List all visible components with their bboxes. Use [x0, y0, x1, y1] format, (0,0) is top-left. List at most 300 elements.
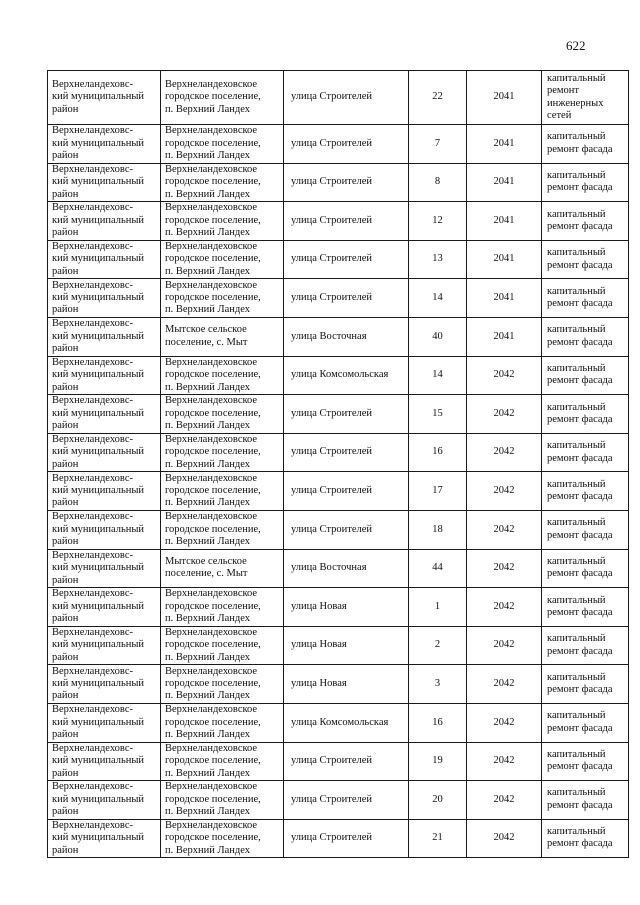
work-type-line: инженерных: [547, 97, 604, 109]
district-cell: [48, 742, 161, 781]
settlement-line: городское поселение,: [165, 407, 261, 419]
settlement-line: городское поселение,: [165, 446, 261, 458]
work-type-cell: [542, 626, 629, 665]
work-type-cell: [542, 163, 629, 202]
settlement-line: Верхнеландеховское: [165, 78, 258, 90]
district-cell: [48, 71, 161, 125]
work-type-line: ремонт фасада: [547, 298, 613, 310]
table-row: [48, 472, 629, 511]
table-row: [48, 665, 629, 704]
district-line: район: [52, 150, 79, 161]
table-row: [48, 71, 629, 125]
work-type-cell: [542, 703, 629, 742]
work-type-line: ремонт фасада: [547, 645, 613, 657]
district-line: район: [52, 227, 79, 239]
district-line: район: [52, 304, 79, 316]
district-line: Верхнеландеховс-: [52, 163, 133, 175]
district-cell: [48, 317, 161, 356]
settlement-cell: [161, 317, 284, 356]
settlement-line: городское поселение,: [165, 176, 261, 188]
work-type-line: капитальный: [547, 72, 606, 84]
work-type-line: капитальный: [547, 285, 606, 297]
settlement-line: п. Верхний Ландех: [165, 188, 251, 200]
settlement-cell: [161, 510, 284, 549]
settlement-line: городское поселение,: [165, 484, 261, 496]
settlement-line: Верхнеландеховское: [165, 279, 258, 291]
house-number-cell: 17: [409, 472, 467, 511]
year-cell: 2042: [467, 549, 542, 588]
house-number-cell: 14: [409, 356, 467, 395]
settlement-line: городское поселение,: [165, 523, 261, 535]
year-cell: 2042: [467, 665, 542, 704]
district-line: кий муниципальный: [52, 253, 145, 265]
work-type-line: ремонт фасада: [547, 182, 613, 194]
district-line: кий муниципальный: [52, 600, 145, 612]
work-type-cell: [542, 71, 629, 125]
settlement-cell: [161, 125, 284, 164]
work-type-line: ремонт: [547, 85, 580, 97]
table-row: [48, 781, 629, 820]
district-line: Верхнеландеховс-: [52, 472, 133, 484]
table-row: [48, 163, 629, 202]
settlement-cell: [161, 395, 284, 434]
settlement-line: городское поселение,: [165, 793, 261, 805]
table-row: [48, 279, 629, 318]
table-row: [48, 317, 629, 356]
year-cell: 2042: [467, 781, 542, 820]
district-cell: [48, 356, 161, 395]
street-cell: улица Строителей: [284, 472, 409, 511]
district-cell: [48, 781, 161, 820]
work-type-line: ремонт фасада: [547, 761, 613, 773]
work-type-line: капитальный: [547, 478, 606, 490]
district-line: кий муниципальный: [52, 291, 145, 303]
district-cell: [48, 549, 161, 588]
table-row: [48, 549, 629, 588]
district-line: Верхнеландеховс-: [52, 704, 133, 716]
settlement-line: городское поселение,: [165, 291, 261, 303]
district-line: кий муниципальный: [52, 832, 145, 844]
settlement-line: п. Верхний Ландех: [165, 227, 251, 239]
district-cell: [48, 703, 161, 742]
repair-schedule-table: [47, 70, 629, 858]
settlement-line: Верхнеландеховское: [165, 819, 258, 831]
street-cell: улица Строителей: [284, 819, 409, 858]
district-cell: [48, 588, 161, 627]
table-row: [48, 202, 629, 241]
district-line: район: [52, 342, 79, 354]
table-row: [48, 240, 629, 279]
work-type-line: ремонт фасада: [547, 375, 613, 387]
settlement-line: городское поселение,: [165, 214, 261, 226]
year-cell: 2041: [467, 71, 542, 125]
house-number-cell: 14: [409, 279, 467, 318]
settlement-line: Верхнеландеховское: [165, 704, 258, 716]
street-cell: улица Комсомольская: [284, 356, 409, 395]
district-line: район: [52, 613, 79, 625]
settlement-cell: [161, 819, 284, 858]
district-cell: [48, 395, 161, 434]
district-line: Верхнеландеховс-: [52, 356, 133, 368]
settlement-line: п. Верхний Ландех: [165, 103, 251, 115]
work-type-cell: [542, 588, 629, 627]
work-type-line: капитальный: [547, 517, 606, 529]
table-row: [48, 125, 629, 164]
settlement-line: п. Верхний Ландех: [165, 806, 251, 818]
settlement-line: Верхнеландеховское: [165, 511, 258, 523]
district-cell: [48, 819, 161, 858]
district-line: Верхнеландеховс-: [52, 433, 133, 445]
settlement-line: Верхнеландеховское: [165, 202, 258, 214]
settlement-line: Верхнеландеховское: [165, 472, 258, 484]
settlement-line: городское поселение,: [165, 369, 261, 381]
year-cell: 2041: [467, 163, 542, 202]
work-type-line: ремонт фасада: [547, 491, 613, 503]
settlement-line: п. Верхний Ландех: [165, 304, 251, 316]
work-type-line: капитальный: [547, 633, 606, 645]
district-line: Верхнеландеховс-: [52, 395, 133, 407]
table-body: [48, 71, 629, 858]
work-type-line: ремонт фасада: [547, 452, 613, 464]
house-number-cell: 12: [409, 202, 467, 241]
district-line: кий муниципальный: [52, 523, 145, 535]
street-cell: улица Строителей: [284, 71, 409, 125]
settlement-line: поселение, с. Мыт: [165, 336, 248, 348]
district-cell: [48, 202, 161, 241]
year-cell: 2042: [467, 742, 542, 781]
table-row: [48, 819, 629, 858]
year-cell: 2041: [467, 240, 542, 279]
work-type-line: ремонт фасада: [547, 568, 613, 580]
district-line: кий муниципальный: [52, 716, 145, 728]
settlement-line: Верхнеландеховское: [165, 781, 258, 793]
street-cell: улица Восточная: [284, 317, 409, 356]
work-type-line: капитальный: [547, 208, 606, 220]
work-type-line: капитальный: [547, 748, 606, 760]
district-line: кий муниципальный: [52, 484, 145, 496]
work-type-cell: [542, 510, 629, 549]
district-line: Верхнеландеховс-: [52, 781, 133, 793]
settlement-line: Верхнеландеховское: [165, 125, 258, 137]
district-line: Верхнеландеховс-: [52, 549, 133, 561]
settlement-cell: [161, 626, 284, 665]
table-row: [48, 433, 629, 472]
district-cell: [48, 433, 161, 472]
settlement-line: городское поселение,: [165, 600, 261, 612]
house-number-cell: 16: [409, 703, 467, 742]
settlement-line: поселение, с. Мыт: [165, 568, 248, 580]
year-cell: 2042: [467, 395, 542, 434]
district-cell: [48, 163, 161, 202]
settlement-line: п. Верхний Ландех: [165, 613, 251, 625]
settlement-line: городское поселение,: [165, 677, 261, 689]
settlement-line: городское поселение,: [165, 755, 261, 767]
settlement-line: Верхнеландеховское: [165, 356, 258, 368]
district-line: район: [52, 458, 79, 470]
work-type-cell: [542, 240, 629, 279]
house-number-cell: 7: [409, 125, 467, 164]
work-type-line: ремонт фасада: [547, 143, 613, 155]
work-type-cell: [542, 781, 629, 820]
work-type-line: капитальный: [547, 594, 606, 606]
settlement-line: п. Верхний Ландех: [165, 728, 251, 740]
settlement-line: п. Верхний Ландех: [165, 690, 251, 702]
house-number-cell: 21: [409, 819, 467, 858]
house-number-cell: 18: [409, 510, 467, 549]
settlement-cell: [161, 202, 284, 241]
district-line: район: [52, 103, 79, 115]
work-type-cell: [542, 125, 629, 164]
settlement-line: п. Верхний Ландех: [165, 265, 251, 277]
year-cell: 2042: [467, 703, 542, 742]
settlement-line: п. Верхний Ландех: [165, 767, 251, 779]
house-number-cell: 20: [409, 781, 467, 820]
street-cell: улица Комсомольская: [284, 703, 409, 742]
district-line: кий муниципальный: [52, 407, 145, 419]
work-type-line: капитальный: [547, 826, 606, 838]
settlement-cell: [161, 549, 284, 588]
table-row: [48, 356, 629, 395]
work-type-line: капитальный: [547, 169, 606, 181]
settlement-line: городское поселение,: [165, 716, 261, 728]
district-line: район: [52, 420, 79, 432]
work-type-line: ремонт фасада: [547, 413, 613, 425]
settlement-cell: [161, 588, 284, 627]
district-cell: [48, 665, 161, 704]
district-line: район: [52, 265, 79, 277]
table-row: [48, 742, 629, 781]
house-number-cell: 8: [409, 163, 467, 202]
settlement-line: п. Верхний Ландех: [165, 535, 251, 547]
settlement-cell: [161, 665, 284, 704]
street-cell: улица Новая: [284, 665, 409, 704]
settlement-line: Верхнеландеховское: [165, 588, 258, 600]
year-cell: 2042: [467, 433, 542, 472]
house-number-cell: 19: [409, 742, 467, 781]
year-cell: 2042: [467, 510, 542, 549]
settlement-line: Верхнеландеховское: [165, 742, 258, 754]
work-type-cell: [542, 665, 629, 704]
house-number-cell: 44: [409, 549, 467, 588]
settlement-cell: [161, 781, 284, 820]
street-cell: улица Строителей: [284, 279, 409, 318]
settlement-cell: [161, 71, 284, 125]
street-cell: улица Строителей: [284, 781, 409, 820]
district-line: кий муниципальный: [52, 446, 145, 458]
district-line: кий муниципальный: [52, 91, 145, 103]
district-line: район: [52, 728, 79, 740]
table-row: [48, 510, 629, 549]
district-line: район: [52, 381, 79, 393]
work-type-cell: [542, 742, 629, 781]
table-row: [48, 703, 629, 742]
table-row: [48, 626, 629, 665]
work-type-line: ремонт фасада: [547, 838, 613, 850]
street-cell: улица Строителей: [284, 125, 409, 164]
district-line: кий муниципальный: [52, 562, 145, 574]
work-type-line: капитальный: [547, 247, 606, 259]
year-cell: 2042: [467, 626, 542, 665]
district-line: Верхнеландеховс-: [52, 78, 133, 90]
work-type-cell: [542, 317, 629, 356]
street-cell: улица Строителей: [284, 433, 409, 472]
settlement-cell: [161, 433, 284, 472]
work-type-line: капитальный: [547, 555, 606, 567]
work-type-cell: [542, 356, 629, 395]
work-type-line: ремонт фасада: [547, 259, 613, 271]
settlement-cell: [161, 240, 284, 279]
district-line: Верхнеландеховс-: [52, 279, 133, 291]
work-type-line: ремонт фасада: [547, 529, 613, 541]
settlement-line: п. Верхний Ландех: [165, 497, 251, 509]
work-type-cell: [542, 202, 629, 241]
settlement-line: Мытское сельское: [165, 324, 247, 336]
street-cell: улица Восточная: [284, 549, 409, 588]
work-type-line: капитальный: [547, 324, 606, 336]
work-type-line: капитальный: [547, 787, 606, 799]
year-cell: 2041: [467, 317, 542, 356]
work-type-line: ремонт фасада: [547, 336, 613, 348]
district-line: район: [52, 188, 79, 200]
year-cell: 2041: [467, 279, 542, 318]
work-type-cell: [542, 395, 629, 434]
district-line: кий муниципальный: [52, 137, 145, 149]
work-type-line: ремонт фасада: [547, 722, 613, 734]
settlement-line: п. Верхний Ландех: [165, 150, 251, 161]
settlement-cell: [161, 742, 284, 781]
year-cell: 2042: [467, 588, 542, 627]
street-cell: улица Новая: [284, 588, 409, 627]
settlement-line: п. Верхний Ландех: [165, 844, 251, 856]
house-number-cell: 1: [409, 588, 467, 627]
district-line: Верхнеландеховс-: [52, 240, 133, 252]
district-line: Верхнеландеховс-: [52, 665, 133, 677]
street-cell: улица Строителей: [284, 510, 409, 549]
district-line: Верхнеландеховс-: [52, 511, 133, 523]
work-type-line: капитальный: [547, 131, 606, 143]
district-line: район: [52, 535, 79, 547]
settlement-line: Мытское сельское: [165, 555, 247, 567]
district-line: кий муниципальный: [52, 176, 145, 188]
district-line: район: [52, 574, 79, 586]
work-type-line: капитальный: [547, 440, 606, 452]
work-type-line: сетей: [547, 109, 572, 121]
year-cell: 2041: [467, 202, 542, 241]
house-number-cell: 15: [409, 395, 467, 434]
settlement-line: городское поселение,: [165, 832, 261, 844]
table-row: [48, 588, 629, 627]
house-number-cell: 3: [409, 665, 467, 704]
work-type-line: капитальный: [547, 671, 606, 683]
work-type-line: ремонт фасада: [547, 684, 613, 696]
district-line: кий муниципальный: [52, 639, 145, 651]
house-number-cell: 13: [409, 240, 467, 279]
year-cell: 2042: [467, 819, 542, 858]
work-type-cell: [542, 433, 629, 472]
settlement-line: Верхнеландеховское: [165, 433, 258, 445]
district-line: кий муниципальный: [52, 369, 145, 381]
district-line: Верхнеландеховс-: [52, 742, 133, 754]
district-cell: [48, 472, 161, 511]
settlement-line: п. Верхний Ландех: [165, 381, 251, 393]
settlement-line: п. Верхний Ландех: [165, 420, 251, 432]
district-cell: [48, 125, 161, 164]
table-row: [48, 395, 629, 434]
street-cell: улица Строителей: [284, 202, 409, 241]
district-cell: [48, 626, 161, 665]
district-line: кий муниципальный: [52, 755, 145, 767]
settlement-line: п. Верхний Ландех: [165, 651, 251, 663]
settlement-line: Верхнеландеховское: [165, 626, 258, 638]
settlement-line: Верхнеландеховское: [165, 163, 258, 175]
house-number-cell: 16: [409, 433, 467, 472]
work-type-line: капитальный: [547, 362, 606, 374]
street-cell: улица Строителей: [284, 240, 409, 279]
settlement-line: городское поселение,: [165, 137, 261, 149]
settlement-line: городское поселение,: [165, 253, 261, 265]
district-line: район: [52, 844, 79, 856]
settlement-cell: [161, 472, 284, 511]
settlement-line: городское поселение,: [165, 639, 261, 651]
house-number-cell: 40: [409, 317, 467, 356]
settlement-line: городское поселение,: [165, 91, 261, 103]
district-cell: [48, 279, 161, 318]
work-type-line: ремонт фасада: [547, 799, 613, 811]
district-line: Верхнеландеховс-: [52, 125, 133, 137]
work-type-cell: [542, 279, 629, 318]
district-line: кий муниципальный: [52, 793, 145, 805]
district-line: Верхнеландеховс-: [52, 202, 133, 214]
page-number: 622: [566, 38, 586, 53]
district-line: кий муниципальный: [52, 214, 145, 226]
settlement-cell: [161, 279, 284, 318]
settlement-line: Верхнеландеховское: [165, 665, 258, 677]
work-type-line: капитальный: [547, 710, 606, 722]
district-cell: [48, 240, 161, 279]
house-number-cell: 22: [409, 71, 467, 125]
settlement-cell: [161, 703, 284, 742]
work-type-line: ремонт фасада: [547, 220, 613, 232]
district-line: район: [52, 767, 79, 779]
street-cell: улица Строителей: [284, 395, 409, 434]
district-line: район: [52, 651, 79, 663]
street-cell: улица Строителей: [284, 163, 409, 202]
district-line: Верхнеландеховс-: [52, 588, 133, 600]
district-line: район: [52, 497, 79, 509]
settlement-line: Верхнеландеховское: [165, 240, 258, 252]
work-type-line: ремонт фасада: [547, 606, 613, 618]
district-line: Верхнеландеховс-: [52, 318, 133, 330]
settlement-line: п. Верхний Ландех: [165, 458, 251, 470]
work-type-cell: [542, 472, 629, 511]
year-cell: 2042: [467, 356, 542, 395]
district-line: район: [52, 690, 79, 702]
district-line: Верхнеландеховс-: [52, 626, 133, 638]
settlement-line: Верхнеландеховское: [165, 395, 258, 407]
work-type-cell: [542, 549, 629, 588]
work-type-cell: [542, 819, 629, 858]
district-cell: [48, 510, 161, 549]
house-number-cell: 2: [409, 626, 467, 665]
street-cell: улица Новая: [284, 626, 409, 665]
street-cell: улица Строителей: [284, 742, 409, 781]
district-line: кий муниципальный: [52, 330, 145, 342]
year-cell: 2042: [467, 472, 542, 511]
work-type-line: капитальный: [547, 401, 606, 413]
district-line: кий муниципальный: [52, 677, 145, 689]
district-line: район: [52, 806, 79, 818]
settlement-cell: [161, 163, 284, 202]
